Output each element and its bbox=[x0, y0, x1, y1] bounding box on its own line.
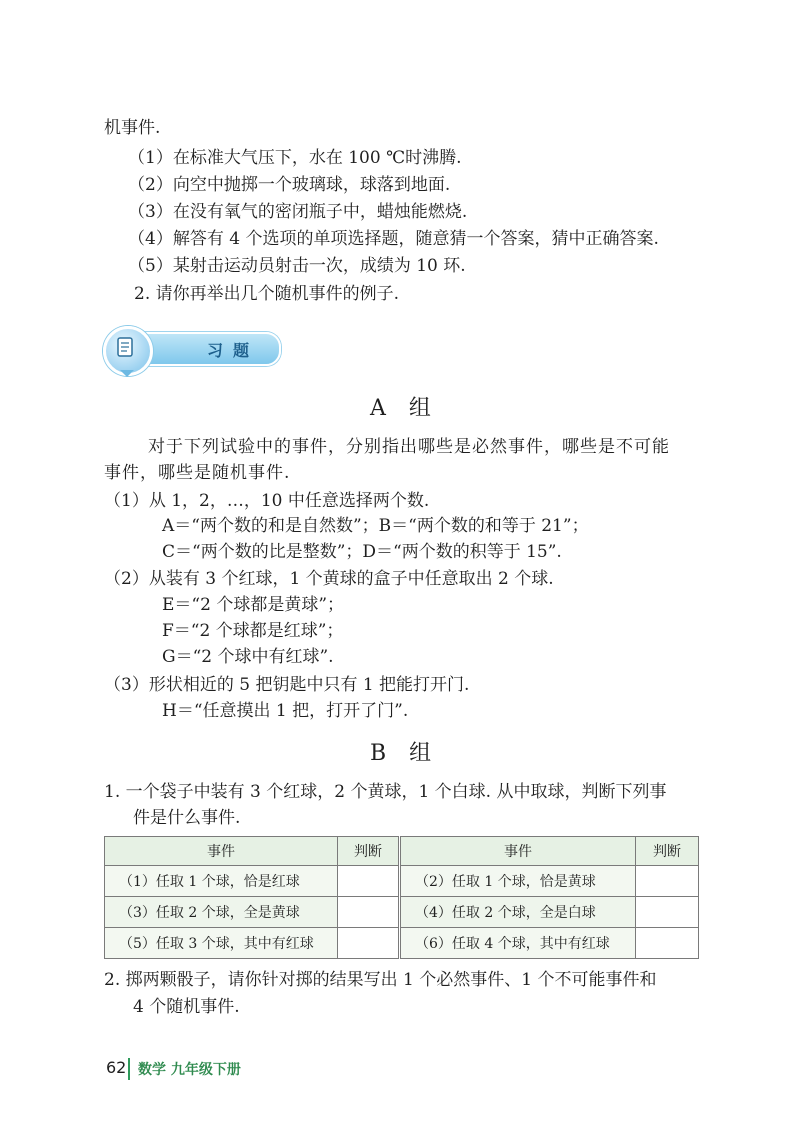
answer-cell[interactable] bbox=[338, 897, 399, 928]
table-header: 判断 bbox=[338, 837, 399, 866]
answer-cell[interactable] bbox=[636, 897, 699, 928]
event-definition: A＝“两个数的和是自然数”；B＝“两个数的和等于 21”； bbox=[162, 516, 589, 536]
event-definition: H＝“任意摸出 1 把，打开了门”. bbox=[162, 701, 409, 721]
table-row bbox=[401, 866, 699, 897]
event-definition: E＝“2 个球都是黄球”； bbox=[162, 595, 345, 615]
table-header: 判断 bbox=[636, 837, 699, 866]
answer-cell[interactable] bbox=[636, 866, 699, 897]
table-row bbox=[105, 866, 399, 897]
question: 2. 请你再举出几个随机事件的例子. bbox=[134, 284, 400, 304]
judgement-table-right bbox=[400, 836, 699, 959]
question: 1. 一个袋子中装有 3 个红球，2 个黄球，1 个白球. 从中取球，判断下列事 bbox=[104, 782, 667, 802]
table-header: 事件 bbox=[105, 837, 338, 866]
event-definition: C＝“两个数的比是整数”；D＝“两个数的积等于 15”. bbox=[162, 542, 562, 562]
judgement-table-left bbox=[104, 836, 399, 959]
banner-label: 习题 bbox=[207, 341, 260, 360]
table-cell: （5）任取 3 个球，其中有红球 bbox=[105, 928, 338, 959]
table-cell: （2）任取 1 个球，恰是黄球 bbox=[401, 866, 636, 897]
list-item: （2）向空中抛掷一个玻璃球，球落到地面. bbox=[128, 175, 451, 195]
list-item: （4）解答有 4 个选项的单项选择题，随意猜一个答案，猜中正确答案. bbox=[128, 229, 659, 249]
text-line: 事件，哪些是随机事件. bbox=[104, 463, 291, 483]
group-b-title: B 组 bbox=[370, 741, 440, 766]
text-line: 4 个随机事件. bbox=[133, 997, 240, 1017]
table-row bbox=[105, 928, 399, 959]
list-item: （1）在标准大气压下，水在 100 ℃时沸腾. bbox=[128, 148, 462, 168]
answer-cell[interactable] bbox=[338, 866, 399, 897]
text-line: 件是什么事件. bbox=[133, 808, 241, 828]
table-cell: （6）任取 4 个球，其中有红球 bbox=[401, 928, 636, 959]
text-line: 对于下列试验中的事件，分别指出哪些是必然事件，哪些是不可能 bbox=[148, 437, 670, 457]
group-a-title: A 组 bbox=[370, 396, 439, 421]
event-definition: F＝“2 个球都是红球”； bbox=[162, 621, 344, 641]
table-row bbox=[401, 928, 699, 959]
table-row bbox=[105, 897, 399, 928]
text-line: 机事件. bbox=[104, 118, 161, 138]
answer-cell[interactable] bbox=[338, 928, 399, 959]
question: 2. 掷两颗骰子，请你针对掷的结果写出 1 个必然事件、1 个不可能事件和 bbox=[104, 970, 657, 990]
page-number: 62 bbox=[106, 1058, 127, 1077]
banner-pointer bbox=[120, 370, 134, 377]
footer-divider bbox=[128, 1058, 130, 1080]
list-item: （1）从 1，2，…，10 中任意选择两个数. bbox=[104, 491, 430, 511]
table-cell: （1）任取 1 个球，恰是红球 bbox=[105, 866, 338, 897]
table-row bbox=[401, 897, 699, 928]
answer-cell[interactable] bbox=[636, 928, 699, 959]
table-cell: （4）任取 2 个球，全是白球 bbox=[401, 897, 636, 928]
list-item: （3）形状相近的 5 把钥匙中只有 1 把能打开门. bbox=[104, 675, 470, 695]
table-header: 事件 bbox=[401, 837, 636, 866]
table-cell: （3）任取 2 个球，全是黄球 bbox=[105, 897, 338, 928]
list-item: （3）在没有氧气的密闭瓶子中，蜡烛能燃烧. bbox=[128, 202, 468, 222]
exercise-banner bbox=[103, 326, 278, 372]
book-title: 数学 九年级下册 bbox=[138, 1062, 241, 1078]
event-definition: G＝“2 个球中有红球”. bbox=[162, 647, 334, 667]
list-item: （5）某射击运动员射击一次，成绩为 10 环. bbox=[128, 256, 466, 276]
list-item: （2）从装有 3 个红球，1 个黄球的盒子中任意取出 2 个球. bbox=[104, 569, 554, 589]
notebook-icon bbox=[103, 326, 153, 376]
